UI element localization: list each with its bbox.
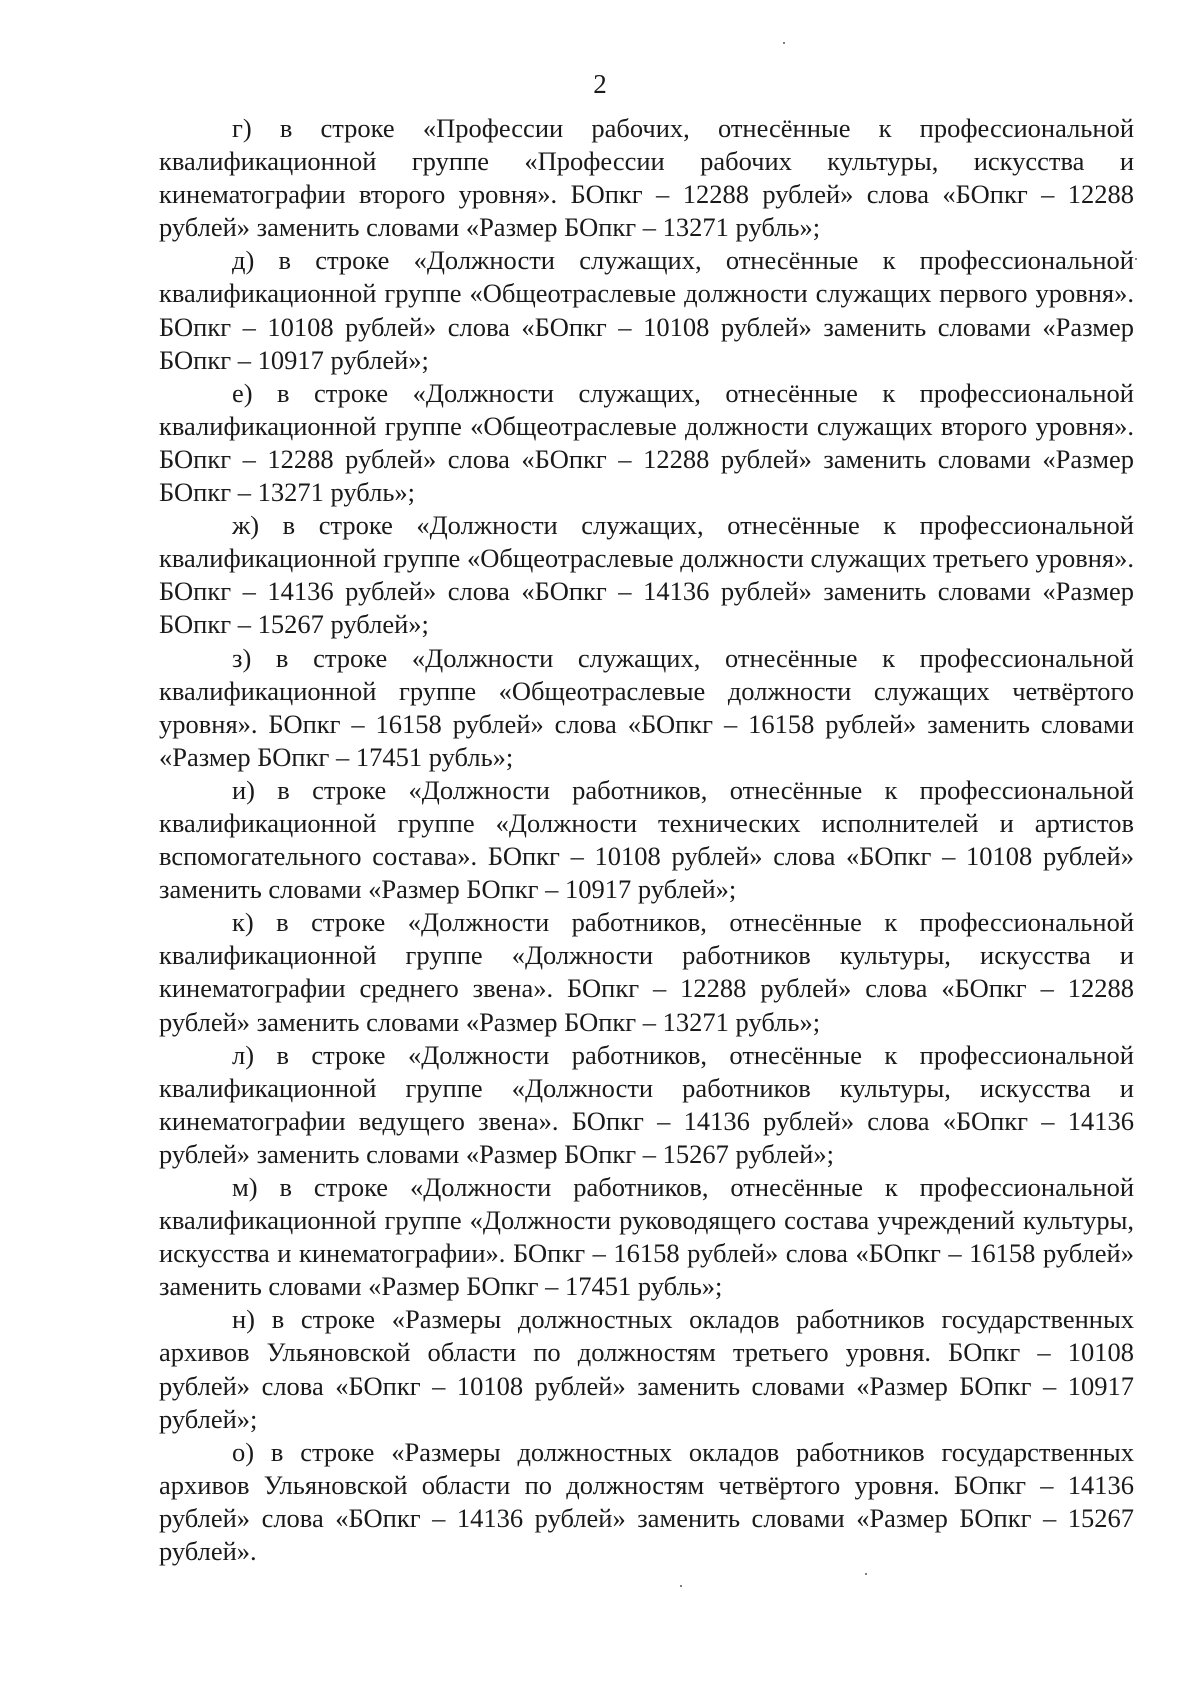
paragraph-z: з) в строке «Должности служащих, отнесённые к профессиональной квалификационной группе «Общеотраслевые должности служащих четвёртого уровня». БОпкг – 16158 рублей» слова «БОпкг – 16158 рублей» заменить словами «Размер БОпкг – 17451 рубль»;	[159, 642, 1134, 772]
scan-speck	[1135, 258, 1137, 260]
paragraph-g: г) в строке «Профессии рабочих, отнесённые к профессиональной квалификационной группе «Профессии рабочих культуры, искусства и кинематографии второго уровня». БОпкг – 12288 рублей» слова «БОпкг – 12288 рублей» заменить словами «Размер БОпкг – 13271 рубль»;	[159, 113, 1134, 243]
document-body	[159, 112, 1134, 1568]
paragraph-l: л) в строке «Должности работников, отнесённые к профессиональной квалификационной группе «Должности работников культуры, искусства и кинематографии ведущего звена». БОпкг – 14136 рублей» слова «БОпкг – 14136 рублей» заменить словами «Размер БОпкг – 15267 рублей»;	[159, 1039, 1134, 1169]
scan-speck	[680, 1585, 682, 1587]
paragraph-d: д) в строке «Должности служащих, отнесённые к профессиональной квалификационной группе «Общеотраслевые должности служащих первого уровня». БОпкг – 10108 рублей» слова «БОпкг – 10108 рублей» заменить словами «Размер БОпкг – 10917 рублей»;	[159, 245, 1134, 375]
page-number: 2	[593, 69, 607, 99]
paragraph-zh: ж) в строке «Должности служащих, отнесённые к профессиональной квалификационной группе «Общеотраслевые должности служащих третьего уровня». БОпкг – 14136 рублей» слова «БОпкг – 14136 рублей» заменить словами «Размер БОпкг – 15267 рублей»;	[159, 510, 1134, 640]
scan-speck	[865, 1573, 867, 1575]
paragraph-o: о) в строке «Размеры должностных окладов работников государственных архивов Ульяновской области по должностям четвёртого уровня. БОпкг – 14136 рублей» слова «БОпкг – 14136 рублей» заменить словами «Размер БОпкг – 15267 рублей».	[159, 1436, 1134, 1567]
paragraph-m: м) в строке «Должности работников, отнесённые к профессиональной квалификационной группе «Должности руководящего состава учреждений культуры, искусства и кинематографии». БОпкг – 16158 рублей» слова «БОпкг – 16158 рублей» заменить словами «Размер БОпкг – 17451 рубль»;	[159, 1172, 1134, 1302]
paragraph-e: е) в строке «Должности служащих, отнесённые к профессиональной квалификационной группе «Общеотраслевые должности служащих второго уровня». БОпкг – 12288 рублей» слова «БОпкг – 12288 рублей» заменить словами «Размер БОпкг – 13271 рубль»;	[159, 377, 1134, 508]
paragraph-n: н) в строке «Размеры должностных окладов работников государственных архивов Ульяновской области по должностям третьего уровня. БОпкг – 10108 рублей» слова «БОпкг – 10108 рублей» заменить словами «Размер БОпкг – 10917 рублей»;	[159, 1304, 1134, 1434]
paragraph-k: к) в строке «Должности работников, отнесённые к профессиональной квалификационной группе «Должности работников культуры, искусства и кинематографии среднего звена». БОпкг – 12288 рублей» слова «БОпкг – 12288 рублей» заменить словами «Размер БОпкг – 13271 рубль»;	[159, 907, 1134, 1037]
scan-speck	[783, 42, 785, 44]
paragraph-i: и) в строке «Должности работников, отнесённые к профессиональной квалификационной группе «Должности технических исполнителей и артистов вспомогательного состава». БОпкг – 10108 рублей» слова «БОпкг – 10108 рублей» заменить словами «Размер БОпкг – 10917 рублей»;	[159, 774, 1134, 905]
